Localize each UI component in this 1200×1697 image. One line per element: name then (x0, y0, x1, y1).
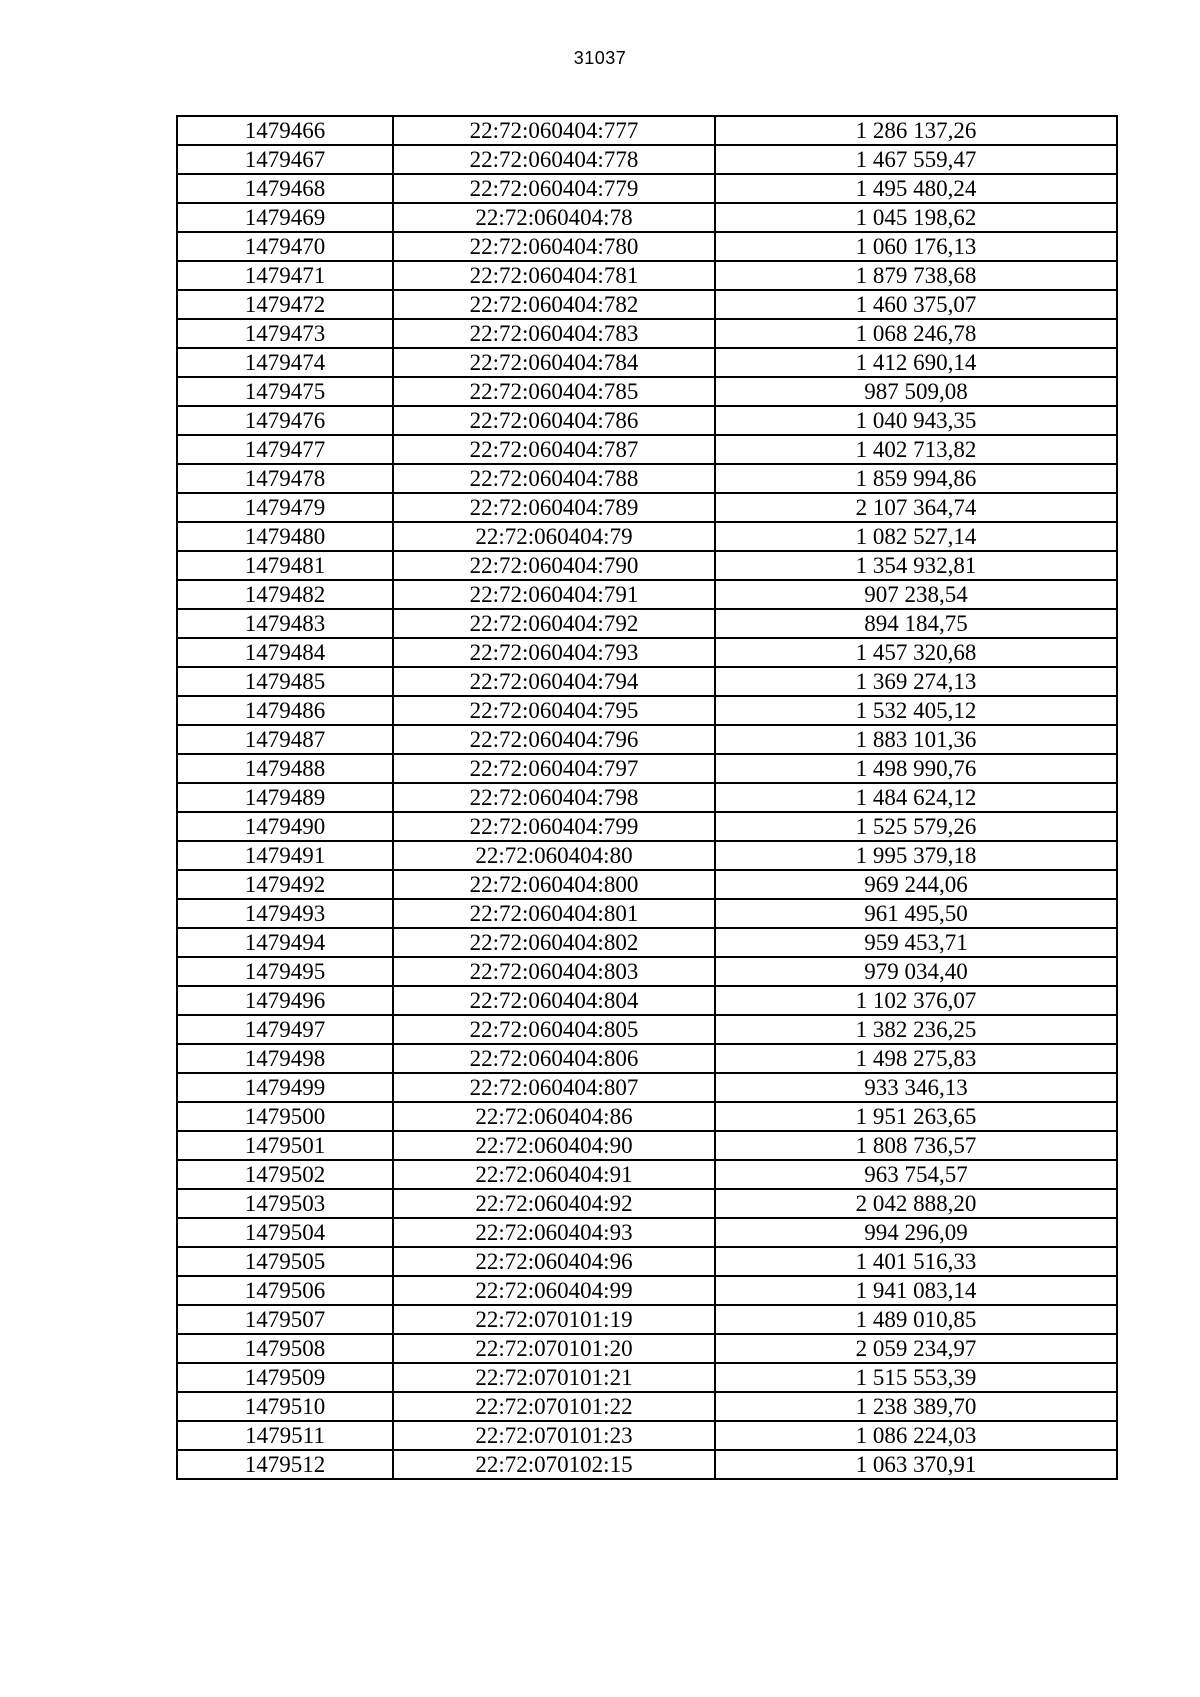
value-cell: 994 296,09 (715, 1218, 1117, 1247)
cadastral-number-cell: 22:72:060404:794 (393, 667, 715, 696)
value-cell: 979 034,40 (715, 957, 1117, 986)
value-cell: 1 808 736,57 (715, 1131, 1117, 1160)
record-number-cell: 1479498 (177, 1044, 393, 1073)
value-cell: 1 467 559,47 (715, 145, 1117, 174)
value-cell: 963 754,57 (715, 1160, 1117, 1189)
value-cell: 1 354 932,81 (715, 551, 1117, 580)
record-number-cell: 1479512 (177, 1450, 393, 1479)
record-number-cell: 1479505 (177, 1247, 393, 1276)
cadastral-number-cell: 22:72:060404:804 (393, 986, 715, 1015)
record-number-cell: 1479496 (177, 986, 393, 1015)
record-number-cell: 1479480 (177, 522, 393, 551)
value-cell: 1 532 405,12 (715, 696, 1117, 725)
table-row (177, 203, 1117, 232)
cadastral-number-cell: 22:72:060404:781 (393, 261, 715, 290)
value-cell: 961 495,50 (715, 899, 1117, 928)
records-table-body (177, 116, 1117, 1479)
cadastral-number-cell: 22:72:060404:807 (393, 1073, 715, 1102)
record-number-cell: 1479487 (177, 725, 393, 754)
table-row (177, 812, 1117, 841)
cadastral-number-cell: 22:72:060404:790 (393, 551, 715, 580)
cadastral-number-cell: 22:72:060404:80 (393, 841, 715, 870)
cadastral-number-cell: 22:72:060404:96 (393, 1247, 715, 1276)
table-row (177, 1363, 1117, 1392)
value-cell: 1 879 738,68 (715, 261, 1117, 290)
table-row (177, 1189, 1117, 1218)
table-row (177, 261, 1117, 290)
value-cell: 1 498 275,83 (715, 1044, 1117, 1073)
record-number-cell: 1479469 (177, 203, 393, 232)
cadastral-number-cell: 22:72:060404:782 (393, 290, 715, 319)
cadastral-number-cell: 22:72:070101:20 (393, 1334, 715, 1363)
cadastral-number-cell: 22:72:060404:99 (393, 1276, 715, 1305)
cadastral-number-cell: 22:72:070101:22 (393, 1392, 715, 1421)
table-row (177, 1334, 1117, 1363)
value-cell: 1 401 516,33 (715, 1247, 1117, 1276)
value-cell: 2 107 364,74 (715, 493, 1117, 522)
cadastral-number-cell: 22:72:060404:792 (393, 609, 715, 638)
value-cell: 1 515 553,39 (715, 1363, 1117, 1392)
record-number-cell: 1479484 (177, 638, 393, 667)
table-row (177, 870, 1117, 899)
table-row (177, 1160, 1117, 1189)
value-cell: 907 238,54 (715, 580, 1117, 609)
cadastral-number-cell: 22:72:060404:805 (393, 1015, 715, 1044)
table-row (177, 377, 1117, 406)
table-row (177, 580, 1117, 609)
value-cell: 969 244,06 (715, 870, 1117, 899)
table-row (177, 116, 1117, 145)
record-number-cell: 1479510 (177, 1392, 393, 1421)
table-row (177, 1015, 1117, 1044)
value-cell: 1 859 994,86 (715, 464, 1117, 493)
value-cell: 894 184,75 (715, 609, 1117, 638)
table-row (177, 232, 1117, 261)
record-number-cell: 1479470 (177, 232, 393, 261)
cadastral-number-cell: 22:72:070102:15 (393, 1450, 715, 1479)
table-row (177, 725, 1117, 754)
record-number-cell: 1479474 (177, 348, 393, 377)
cadastral-number-cell: 22:72:060404:91 (393, 1160, 715, 1189)
value-cell: 1 484 624,12 (715, 783, 1117, 812)
table-row (177, 1450, 1117, 1479)
record-number-cell: 1479471 (177, 261, 393, 290)
value-cell: 1 460 375,07 (715, 290, 1117, 319)
cadastral-number-cell: 22:72:060404:90 (393, 1131, 715, 1160)
table-row (177, 319, 1117, 348)
record-number-cell: 1479509 (177, 1363, 393, 1392)
record-number-cell: 1479508 (177, 1334, 393, 1363)
value-cell: 1 369 274,13 (715, 667, 1117, 696)
value-cell: 1 457 320,68 (715, 638, 1117, 667)
table-row (177, 406, 1117, 435)
value-cell: 1 995 379,18 (715, 841, 1117, 870)
record-number-cell: 1479504 (177, 1218, 393, 1247)
value-cell: 1 498 990,76 (715, 754, 1117, 783)
cadastral-number-cell: 22:72:060404:793 (393, 638, 715, 667)
value-cell: 1 402 713,82 (715, 435, 1117, 464)
value-cell: 1 068 246,78 (715, 319, 1117, 348)
table-row (177, 1044, 1117, 1073)
record-number-cell: 1479472 (177, 290, 393, 319)
table-row (177, 174, 1117, 203)
table-row (177, 986, 1117, 1015)
cadastral-number-cell: 22:72:060404:791 (393, 580, 715, 609)
table-row (177, 928, 1117, 957)
record-number-cell: 1479491 (177, 841, 393, 870)
cadastral-number-cell: 22:72:060404:783 (393, 319, 715, 348)
record-number-cell: 1479476 (177, 406, 393, 435)
table-row (177, 1131, 1117, 1160)
value-cell: 1 941 083,14 (715, 1276, 1117, 1305)
table-row (177, 522, 1117, 551)
record-number-cell: 1479492 (177, 870, 393, 899)
cadastral-number-cell: 22:72:060404:780 (393, 232, 715, 261)
table-row (177, 435, 1117, 464)
table-row (177, 1218, 1117, 1247)
table-row (177, 638, 1117, 667)
cadastral-number-cell: 22:72:070101:19 (393, 1305, 715, 1334)
record-number-cell: 1479501 (177, 1131, 393, 1160)
record-number-cell: 1479479 (177, 493, 393, 522)
cadastral-number-cell: 22:72:060404:786 (393, 406, 715, 435)
value-cell: 1 060 176,13 (715, 232, 1117, 261)
record-number-cell: 1479507 (177, 1305, 393, 1334)
value-cell: 1 382 236,25 (715, 1015, 1117, 1044)
table-row (177, 493, 1117, 522)
cadastral-number-cell: 22:72:060404:784 (393, 348, 715, 377)
record-number-cell: 1479483 (177, 609, 393, 638)
cadastral-number-cell: 22:72:060404:78 (393, 203, 715, 232)
cadastral-number-cell: 22:72:060404:785 (393, 377, 715, 406)
table-row (177, 348, 1117, 377)
value-cell: 1 063 370,91 (715, 1450, 1117, 1479)
record-number-cell: 1479488 (177, 754, 393, 783)
record-number-cell: 1479493 (177, 899, 393, 928)
cadastral-number-cell: 22:72:060404:789 (393, 493, 715, 522)
record-number-cell: 1479503 (177, 1189, 393, 1218)
table-row (177, 551, 1117, 580)
cadastral-number-cell: 22:72:060404:799 (393, 812, 715, 841)
cadastral-number-cell: 22:72:070101:23 (393, 1421, 715, 1450)
cadastral-number-cell: 22:72:060404:778 (393, 145, 715, 174)
record-number-cell: 1479481 (177, 551, 393, 580)
cadastral-number-cell: 22:72:060404:795 (393, 696, 715, 725)
table-row (177, 290, 1117, 319)
value-cell: 1 040 943,35 (715, 406, 1117, 435)
cadastral-number-cell: 22:72:060404:806 (393, 1044, 715, 1073)
value-cell: 2 042 888,20 (715, 1189, 1117, 1218)
value-cell: 1 102 376,07 (715, 986, 1117, 1015)
value-cell: 1 045 198,62 (715, 203, 1117, 232)
record-number-cell: 1479489 (177, 783, 393, 812)
record-number-cell: 1479473 (177, 319, 393, 348)
cadastral-number-cell: 22:72:060404:803 (393, 957, 715, 986)
table-row (177, 957, 1117, 986)
record-number-cell: 1479500 (177, 1102, 393, 1131)
table-row (177, 464, 1117, 493)
table-row (177, 841, 1117, 870)
record-number-cell: 1479486 (177, 696, 393, 725)
record-number-cell: 1479511 (177, 1421, 393, 1450)
value-cell: 1 238 389,70 (715, 1392, 1117, 1421)
table-row (177, 609, 1117, 638)
table-row (177, 696, 1117, 725)
cadastral-number-cell: 22:72:060404:93 (393, 1218, 715, 1247)
cadastral-number-cell: 22:72:060404:79 (393, 522, 715, 551)
value-cell: 1 086 224,03 (715, 1421, 1117, 1450)
table-row (177, 783, 1117, 812)
records-table (176, 115, 1118, 1480)
table-row (177, 145, 1117, 174)
value-cell: 933 346,13 (715, 1073, 1117, 1102)
table-row (177, 1305, 1117, 1334)
record-number-cell: 1479485 (177, 667, 393, 696)
record-number-cell: 1479475 (177, 377, 393, 406)
record-number-cell: 1479466 (177, 116, 393, 145)
value-cell: 1 286 137,26 (715, 116, 1117, 145)
value-cell: 1 495 480,24 (715, 174, 1117, 203)
cadastral-number-cell: 22:72:060404:787 (393, 435, 715, 464)
table-row (177, 899, 1117, 928)
cadastral-number-cell: 22:72:060404:796 (393, 725, 715, 754)
cadastral-number-cell: 22:72:060404:86 (393, 1102, 715, 1131)
value-cell: 1 883 101,36 (715, 725, 1117, 754)
value-cell: 1 525 579,26 (715, 812, 1117, 841)
record-number-cell: 1479497 (177, 1015, 393, 1044)
cadastral-number-cell: 22:72:060404:788 (393, 464, 715, 493)
record-number-cell: 1479499 (177, 1073, 393, 1102)
table-row (177, 667, 1117, 696)
cadastral-number-cell: 22:72:060404:798 (393, 783, 715, 812)
record-number-cell: 1479482 (177, 580, 393, 609)
record-number-cell: 1479490 (177, 812, 393, 841)
value-cell: 1 489 010,85 (715, 1305, 1117, 1334)
table-row (177, 1102, 1117, 1131)
record-number-cell: 1479502 (177, 1160, 393, 1189)
cadastral-number-cell: 22:72:060404:797 (393, 754, 715, 783)
cadastral-number-cell: 22:72:060404:779 (393, 174, 715, 203)
table-row (177, 1276, 1117, 1305)
value-cell: 2 059 234,97 (715, 1334, 1117, 1363)
value-cell: 1 412 690,14 (715, 348, 1117, 377)
cadastral-number-cell: 22:72:060404:802 (393, 928, 715, 957)
cadastral-number-cell: 22:72:060404:801 (393, 899, 715, 928)
table-row (177, 1392, 1117, 1421)
value-cell: 1 082 527,14 (715, 522, 1117, 551)
record-number-cell: 1479468 (177, 174, 393, 203)
record-number-cell: 1479477 (177, 435, 393, 464)
cadastral-number-cell: 22:72:070101:21 (393, 1363, 715, 1392)
table-row (177, 1247, 1117, 1276)
record-number-cell: 1479467 (177, 145, 393, 174)
page-number: 31037 (573, 48, 627, 68)
record-number-cell: 1479506 (177, 1276, 393, 1305)
record-number-cell: 1479495 (177, 957, 393, 986)
record-number-cell: 1479478 (177, 464, 393, 493)
value-cell: 1 951 263,65 (715, 1102, 1117, 1131)
value-cell: 987 509,08 (715, 377, 1117, 406)
record-number-cell: 1479494 (177, 928, 393, 957)
cadastral-number-cell: 22:72:060404:800 (393, 870, 715, 899)
table-row (177, 754, 1117, 783)
cadastral-number-cell: 22:72:060404:92 (393, 1189, 715, 1218)
cadastral-number-cell: 22:72:060404:777 (393, 116, 715, 145)
table-row (177, 1073, 1117, 1102)
table-row (177, 1421, 1117, 1450)
value-cell: 959 453,71 (715, 928, 1117, 957)
